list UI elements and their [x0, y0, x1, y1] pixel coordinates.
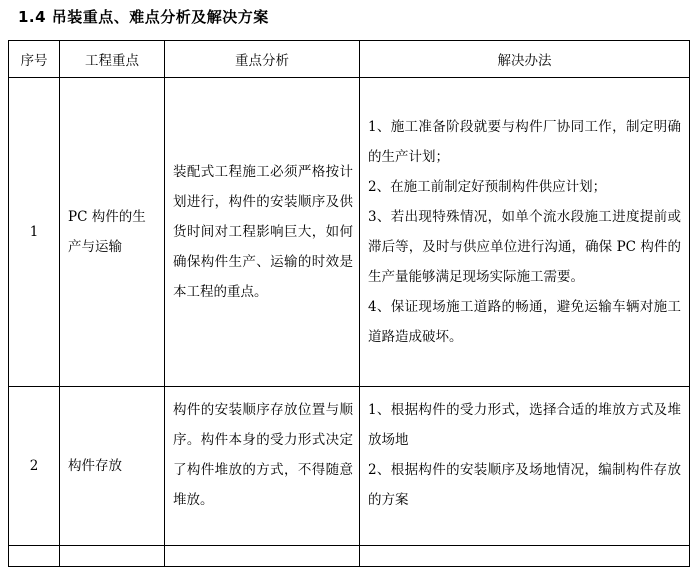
solution-item: 3、若出现特殊情况，如单个流水段施工进度提前或滞后等，及时与供应单位进行沟通，确保 PC 构件的生产量能够满足现场实际施工需要。 [368, 209, 681, 285]
row-key-point: PC 构件的生产与运输 [60, 78, 165, 387]
col-header-solution: 解决办法 [360, 41, 690, 78]
table-row [9, 387, 690, 546]
row-analysis: 构件的安装顺序存放位置与顺序。构件本身的受力形式决定了构件堆放的方式，不得随意堆放。 [165, 387, 360, 546]
table-row-partial [9, 546, 690, 567]
table-header-row [9, 41, 690, 78]
solution-item: 1、施工准备阶段就要与构件厂协同工作，制定明确的生产计划； [368, 119, 681, 165]
solution-item: 2、根据构件的安装顺序及场地情况，编制构件存放的方案 [368, 462, 681, 508]
row-analysis: 装配式工程施工必须严格按计划进行，构件的安装顺序及供货时间对工程影响巨大，如何确保构件生产、运输的时效是本工程的重点。 [165, 78, 360, 387]
row-number: 2 [9, 387, 60, 546]
section-heading: 1.4 吊装重点、难点分析及解决方案 [18, 8, 269, 26]
solution-item: 4、保证现场施工道路的畅通，避免运输车辆对施工道路造成破坏。 [368, 299, 681, 345]
row-key-point: 构件存放 [60, 387, 165, 546]
col-header-key-point: 工程重点 [60, 41, 165, 78]
analysis-table [8, 40, 690, 567]
col-header-analysis: 重点分析 [165, 41, 360, 78]
table-row [9, 78, 690, 387]
row-solutions [360, 387, 690, 546]
col-header-number: 序号 [9, 41, 60, 78]
row-number: 1 [9, 78, 60, 387]
solution-item: 2、在施工前制定好预制构件供应计划； [368, 179, 607, 195]
solution-item: 1、根据构件的受力形式，选择合适的堆放方式及堆放场地 [368, 402, 681, 448]
row-solutions [360, 78, 690, 387]
